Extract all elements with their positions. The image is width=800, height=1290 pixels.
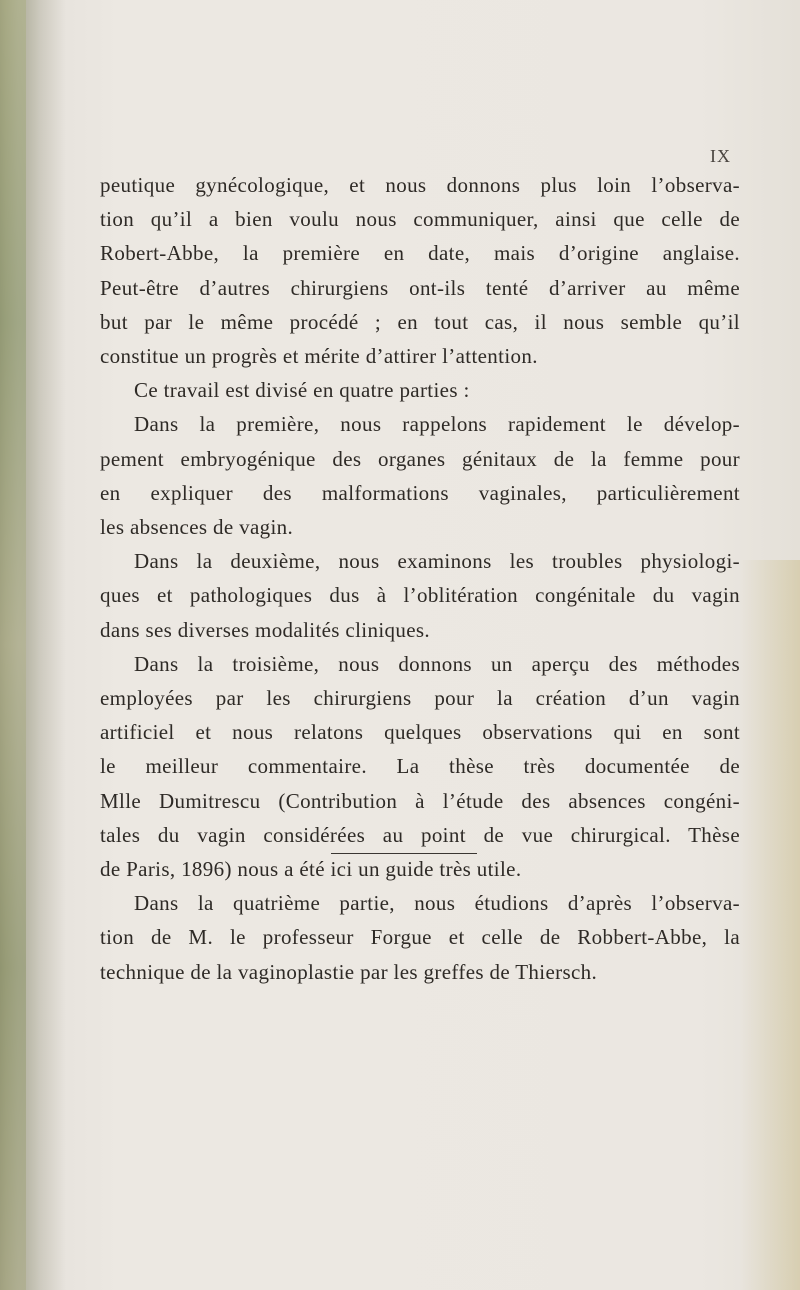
- page-number: IX: [710, 146, 731, 166]
- text-line: peutique gynécologique, et nous donnons plus loin l’observa-: [100, 173, 740, 197]
- text-line: Mlle Dumitrescu (Contribution à l’étude des absences congéni-: [100, 788, 740, 813]
- text-line: constitue un progrès et mérite d’attirer l’attention.: [100, 344, 538, 369]
- text-line: but par le même procédé ; en tout cas, il nous semble qu’il: [100, 309, 740, 334]
- text-line: Dans la première, nous rappelons rapidement le dévelop-: [134, 412, 740, 437]
- text-line: Dans la deuxième, nous examinons les troubles physiologi-: [134, 549, 740, 574]
- text-line: en expliquer des malformations vaginales, particulièrement: [100, 480, 740, 505]
- paper-stain: [740, 560, 800, 1290]
- text-line: Ce travail est divisé en quatre parties :: [134, 378, 470, 403]
- text-line: tales du vagin considérées au point de vue chirurgical. Thèse: [100, 822, 740, 847]
- section-rule: [331, 853, 477, 854]
- text-line: pement embryogénique des organes génitaux de la femme pour: [100, 446, 740, 471]
- text-line: Peut-être d’autres chirurgiens ont-ils tenté d’arriver au même: [100, 275, 740, 300]
- text-line: dans ses diverses modalités cliniques.: [100, 617, 430, 642]
- text-line: technique de la vaginoplastie par les greffes de Thiersch.: [100, 959, 598, 984]
- text-line: tion qu’il a bien voulu nous communiquer, ainsi que celle de: [100, 207, 740, 232]
- text-line: les absences de vagin.: [100, 515, 294, 540]
- body-text: [100, 168, 740, 989]
- text-line: Dans la quatrième partie, nous étudions d’après l’observa-: [134, 891, 740, 916]
- text-line: de Paris, 1896) nous a été ici un guide très utile.: [100, 857, 522, 882]
- text-line: artificiel et nous relatons quelques observations qui en sont: [100, 720, 740, 745]
- text-line: tion de M. le professeur Forgue et celle de Robbert-Abbe, la: [100, 925, 740, 950]
- binding-shade: [26, 0, 66, 1290]
- text-line: ques et pathologiques dus à l’oblitération congénitale du vagin: [100, 583, 740, 608]
- text-line: Robert-Abbe, la première en date, mais d’origine anglaise.: [100, 241, 740, 266]
- text-line: Dans la troisième, nous donnons un aperçu des méthodes: [134, 651, 740, 676]
- text-line: le meilleur commentaire. La thèse très documentée de: [100, 754, 740, 779]
- binding-edge: [0, 0, 26, 1290]
- text-line: employées par les chirurgiens pour la création d’un vagin: [100, 686, 740, 711]
